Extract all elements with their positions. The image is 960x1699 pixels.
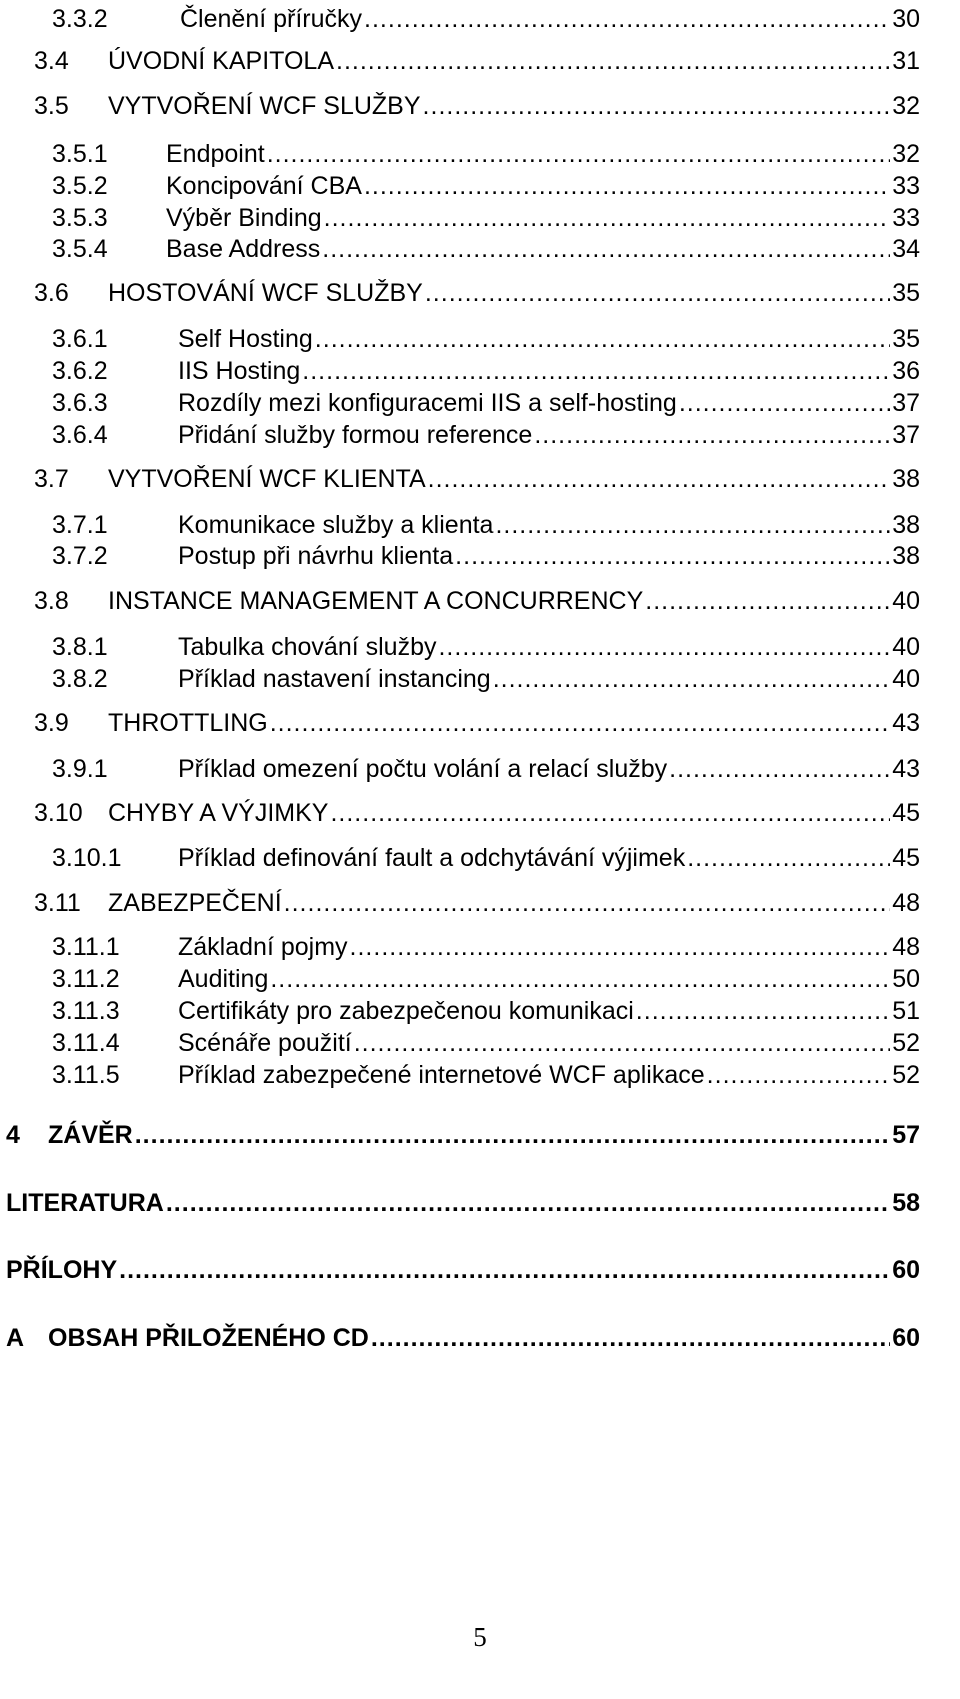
dot-leader (495, 510, 890, 540)
toc-entry-title: Příklad omezení počtu volání a relací služby (178, 755, 668, 783)
toc-entry-page: 45 (892, 844, 920, 872)
toc-entry[interactable] (0, 841, 920, 873)
toc-entry-title: Příklad nastavení instancing (178, 665, 491, 693)
toc-entry-number: 3.11 (34, 889, 81, 917)
toc-entry-page: 57 (892, 1121, 920, 1149)
toc-entry[interactable] (0, 1058, 920, 1090)
dot-leader (455, 541, 890, 571)
toc-entry-number: 3.5.2 (52, 172, 108, 200)
toc-entry-title: Endpoint (166, 140, 265, 168)
toc-entry-page: 32 (892, 140, 920, 168)
toc-entry-page: 48 (892, 933, 920, 961)
dot-leader (330, 798, 890, 828)
toc-entry-number: 3.8.1 (52, 633, 108, 661)
toc-entry-page: 38 (892, 542, 920, 570)
dot-leader (423, 91, 891, 121)
toc-entry-page: 35 (892, 325, 920, 353)
dot-leader (428, 464, 891, 494)
toc-entry-page: 35 (892, 279, 920, 307)
dot-leader (315, 324, 890, 354)
dot-leader (119, 1255, 890, 1285)
toc-entry-page: 52 (892, 1061, 920, 1089)
toc-entry-title: ZÁVĚR (48, 1121, 133, 1149)
dot-leader (284, 888, 891, 918)
toc-entry-number: 3.6.4 (52, 421, 108, 449)
toc-entry[interactable] (0, 539, 920, 571)
dot-leader (364, 171, 890, 201)
toc-entry-page: 34 (892, 235, 920, 263)
dot-leader (364, 4, 890, 34)
toc-entry-title: VYTVOŘENÍ WCF KLIENTA (108, 465, 426, 493)
toc-entry-title: PŘÍLOHY (6, 1256, 118, 1284)
toc-entry-title: ÚVODNÍ KAPITOLA (108, 47, 334, 75)
toc-entry-title: INSTANCE MANAGEMENT A CONCURRENCY (108, 587, 644, 615)
toc-entry-number: 3.8 (34, 587, 69, 615)
dot-leader (270, 708, 890, 738)
toc-entry-title: Scénáře použití (178, 1029, 352, 1057)
toc-entry-title: Příklad zabezpečené internetové WCF aplikace (178, 1061, 705, 1089)
dot-leader (707, 1060, 891, 1090)
toc-entry-number: 3.8.2 (52, 665, 108, 693)
toc-entry[interactable] (0, 962, 920, 994)
toc-entry[interactable] (0, 2, 920, 34)
dot-leader (669, 754, 890, 784)
toc-entry-number: 3.11.3 (52, 997, 120, 1025)
toc-entry-number: 3.7 (34, 465, 69, 493)
dot-leader (425, 278, 890, 308)
toc-entry-title: ZABEZPEČENÍ (108, 889, 282, 917)
toc-entry-page: 43 (892, 709, 920, 737)
toc-entry-title: HOSTOVÁNÍ WCF SLUŽBY (108, 279, 423, 307)
toc-entry-number: 3.5.4 (52, 235, 108, 263)
dot-leader (371, 1323, 890, 1353)
toc-entry-title: Výběr Binding (166, 204, 322, 232)
toc-entry[interactable] (0, 930, 920, 962)
dot-leader (270, 964, 890, 994)
toc-entry-title: Tabulka chování služby (178, 633, 437, 661)
page-number: 5 (473, 1622, 487, 1652)
toc-entry[interactable] (0, 886, 920, 918)
toc-entry-title: LITERATURA (6, 1189, 164, 1217)
toc-entry-page: 37 (892, 389, 920, 417)
dot-leader (534, 420, 890, 450)
dot-leader (267, 139, 890, 169)
toc-entry[interactable] (0, 169, 920, 201)
toc-entry[interactable] (0, 462, 920, 494)
toc-entry-title: Auditing (178, 965, 269, 993)
toc-entry-page: 40 (892, 665, 920, 693)
toc-entry[interactable] (0, 354, 920, 386)
toc-entry[interactable] (0, 630, 920, 662)
toc-entry-page: 60 (892, 1256, 920, 1284)
dot-leader (350, 932, 891, 962)
toc-entry[interactable] (0, 706, 920, 738)
toc-entry-number: 3.9.1 (52, 755, 108, 783)
toc-entry-page: 58 (892, 1189, 920, 1217)
toc-entry-page: 40 (892, 633, 920, 661)
toc-entry[interactable] (0, 89, 920, 121)
toc-chapter[interactable] (0, 1321, 920, 1353)
dot-leader (636, 996, 890, 1026)
toc-entry[interactable] (0, 44, 920, 76)
toc-entry[interactable] (0, 508, 920, 540)
toc-entry-number: 3.11.5 (52, 1061, 120, 1089)
toc-entry[interactable] (0, 584, 920, 616)
toc-entry-page: 36 (892, 357, 920, 385)
dot-leader (166, 1188, 890, 1218)
dot-leader (324, 203, 891, 233)
toc-entry-number: 3.11.4 (52, 1029, 120, 1057)
toc-entry-number: 4 (6, 1121, 20, 1149)
dot-leader (135, 1120, 890, 1150)
toc-entry[interactable] (0, 322, 920, 354)
toc-entry-page: 33 (892, 172, 920, 200)
toc-entry-page: 48 (892, 889, 920, 917)
toc-entry[interactable] (0, 1026, 920, 1058)
toc-entry-number: 3.11.2 (52, 965, 120, 993)
toc-entry-number: 3.7.2 (52, 542, 108, 570)
toc-entry-title: Komunikace služby a klienta (178, 511, 494, 539)
toc-entry-number: A (6, 1324, 25, 1352)
toc-entry-number: 3.5.3 (52, 204, 108, 232)
toc-entry-title: Příklad definování fault a odchytávání výjimek (178, 844, 686, 872)
toc-entry-title: Self Hosting (178, 325, 313, 353)
toc-entry-title: THROTTLING (108, 709, 268, 737)
toc-entry-title: Certifikáty pro zabezpečenou komunikaci (178, 997, 634, 1025)
dot-leader (687, 843, 890, 873)
toc-entry-page: 37 (892, 421, 920, 449)
toc-entry[interactable] (0, 232, 920, 264)
toc-chapter[interactable] (0, 1186, 920, 1218)
toc-entry-title: Base Address (166, 235, 321, 263)
toc-entry-page: 31 (892, 47, 920, 75)
toc-entry-title: VYTVOŘENÍ WCF SLUŽBY (108, 92, 421, 120)
toc-entry-number: 3.6 (34, 279, 69, 307)
toc-entry-page: 51 (892, 997, 920, 1025)
toc-entry-page: 38 (892, 465, 920, 493)
dot-leader (336, 46, 890, 76)
toc-entry-page: 30 (892, 5, 920, 33)
toc-entry-page: 52 (892, 1029, 920, 1057)
toc-chapter[interactable] (0, 1253, 920, 1285)
toc-entry[interactable] (0, 137, 920, 169)
toc-entry-number: 3.5 (34, 92, 69, 120)
toc-entry-title: OBSAH PŘILOŽENÉHO CD (48, 1324, 369, 1352)
dot-leader (322, 234, 890, 264)
toc-entry-title: Rozdíly mezi konfiguracemi IIS a self-hosting (178, 389, 677, 417)
toc-entry[interactable] (0, 276, 920, 308)
toc-entry-title: IIS Hosting (178, 357, 301, 385)
toc-entry-page: 32 (892, 92, 920, 120)
toc-entry[interactable] (0, 418, 920, 450)
toc-entry-number: 3.6.3 (52, 389, 108, 417)
dot-leader (493, 664, 891, 694)
toc-entry[interactable] (0, 752, 920, 784)
toc-chapter[interactable] (0, 1118, 920, 1150)
toc-entry-title: Přidání služby formou reference (178, 421, 533, 449)
toc-entry-page: 50 (892, 965, 920, 993)
toc-entry[interactable] (0, 662, 920, 694)
toc-entry-title: Základní pojmy (178, 933, 348, 961)
toc-entry-number: 3.5.1 (52, 140, 108, 168)
toc-entry-page: 38 (892, 511, 920, 539)
toc-entry-page: 45 (892, 799, 920, 827)
toc-entry-number: 3.6.1 (52, 325, 108, 353)
dot-leader (645, 586, 890, 616)
dot-leader (679, 388, 890, 418)
toc-entry-title: CHYBY A VÝJIMKY (108, 799, 329, 827)
toc-entry-title: Členění příručky (180, 5, 363, 33)
toc-entry-number: 3.11.1 (52, 933, 120, 961)
toc-entry-page: 40 (892, 587, 920, 615)
toc-entry-number: 3.3.2 (52, 5, 108, 33)
toc-entry[interactable] (0, 386, 920, 418)
dot-leader (354, 1028, 890, 1058)
toc-entry[interactable] (0, 796, 920, 828)
toc-entry-number: 3.10 (34, 799, 83, 827)
toc-entry-title: Koncipování CBA (166, 172, 362, 200)
toc-entry-number: 3.9 (34, 709, 69, 737)
toc-entry-number: 3.7.1 (52, 511, 108, 539)
toc-entry[interactable] (0, 994, 920, 1026)
dot-leader (438, 632, 890, 662)
toc-entry-number: 3.6.2 (52, 357, 108, 385)
toc-entry-title: Postup při návrhu klienta (178, 542, 454, 570)
toc-entry-page: 60 (892, 1324, 920, 1352)
toc-entry[interactable] (0, 201, 920, 233)
toc-entry-number: 3.4 (34, 47, 69, 75)
dot-leader (302, 356, 890, 386)
toc-entry-page: 43 (892, 755, 920, 783)
toc-entry-number: 3.10.1 (52, 844, 122, 872)
toc-entry-page: 33 (892, 204, 920, 232)
